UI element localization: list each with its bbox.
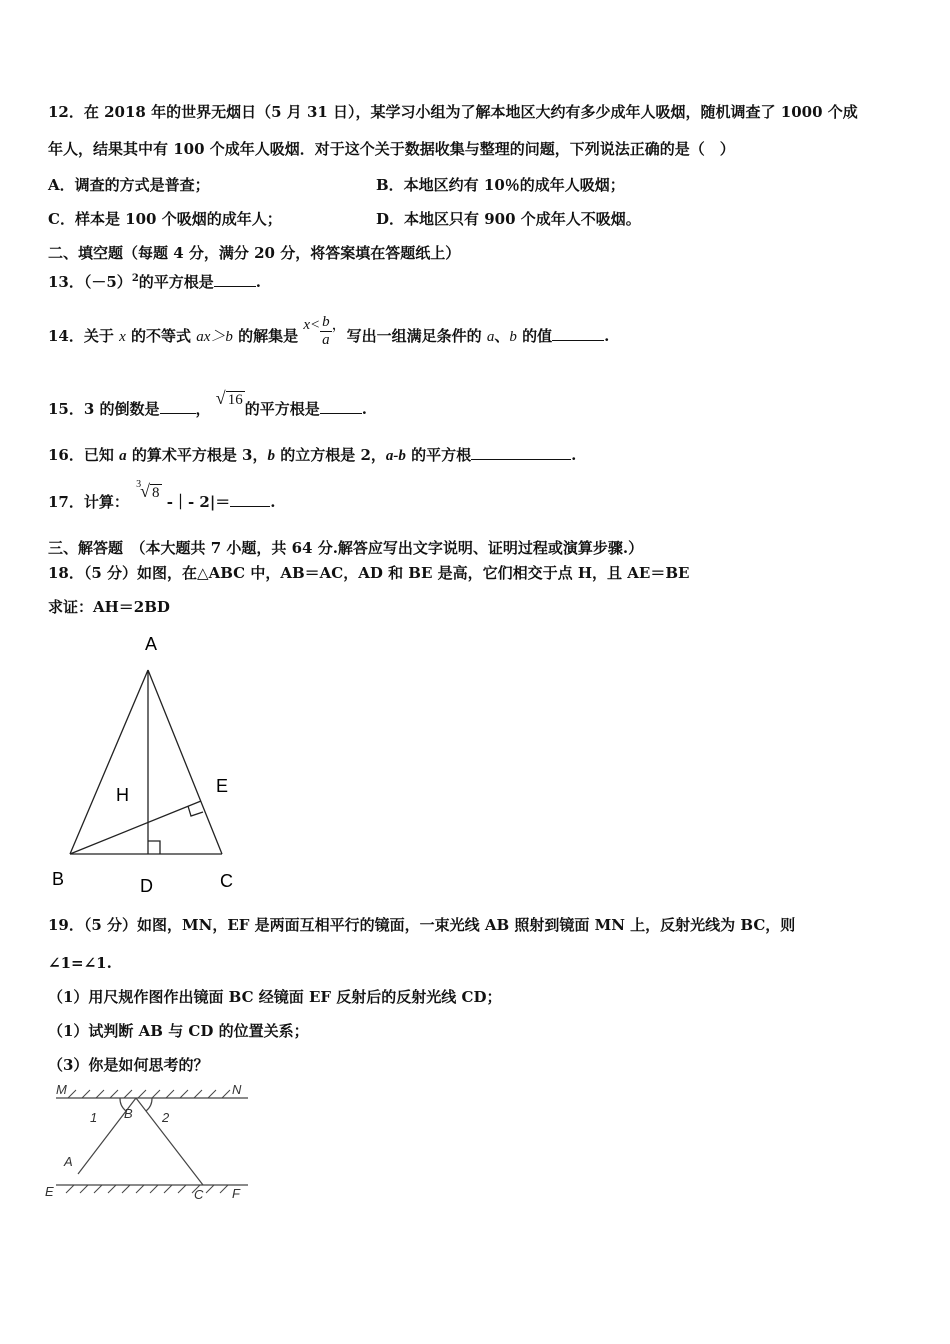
q12-option-b: B．本地区约有 10％的成年人吸烟； bbox=[376, 176, 625, 194]
q19-part1: （1）用尺规作图作出镜面 BC 经镜面 EF 反射后的反射光线 CD； bbox=[48, 988, 502, 1006]
label-angle-1: 1 bbox=[90, 1110, 98, 1125]
q12-line1: 12．在 2018 年的世界无烟日（5 月 31 日），某学习小组为了解本地区大约有多少成年人吸烟，随机调查了 1000 个成 bbox=[48, 103, 858, 121]
mirror-ef-hatching bbox=[66, 1185, 228, 1193]
q14-comma: ， bbox=[331, 315, 347, 333]
q14-solution-x: x< bbox=[303, 317, 321, 333]
label-n: N bbox=[232, 1082, 242, 1097]
q15-prefix: 15．3 的倒数是 bbox=[48, 400, 160, 418]
segment-ac bbox=[148, 670, 222, 854]
q14-text1: 的不等式 bbox=[125, 327, 197, 345]
label-a: A bbox=[145, 634, 158, 654]
label-d: D bbox=[140, 876, 153, 896]
label-e: E bbox=[45, 1184, 54, 1199]
q13-prefix: 13．（－5） bbox=[48, 273, 132, 291]
q18-line1: 18．（5 分）如图，在△ABC 中，AB＝AC，AD 和 BE 是高，它们相交于点 H，且 AE＝BE bbox=[48, 564, 690, 582]
q15-end: . bbox=[361, 400, 367, 418]
q14-fraction-numerator: b bbox=[322, 313, 330, 330]
q19-mirror-figure bbox=[40, 1078, 260, 1208]
q14-sep: 、 bbox=[494, 327, 510, 345]
q14-var-a: a bbox=[486, 329, 495, 345]
q14-end: . bbox=[604, 327, 610, 345]
q14-text3: 写出一组满足条件的 bbox=[346, 327, 487, 345]
q16-text2: 的立方根是 2， bbox=[275, 446, 386, 464]
label-b: B bbox=[124, 1106, 133, 1121]
radical-sign-icon: √ bbox=[215, 388, 226, 408]
q17-end: . bbox=[270, 493, 276, 511]
label-h: H bbox=[116, 785, 129, 805]
right-angle-d-icon bbox=[148, 841, 160, 854]
right-angle-e-icon bbox=[188, 806, 203, 816]
q15-comma: ， bbox=[195, 400, 211, 418]
segment-ab bbox=[70, 670, 148, 854]
q19-line1: 19．（5 分）如图，MN，EF 是两面互相平行的镜面，一束光线 AB 照射到镜面 MN 上，反射光线为 BC，则 bbox=[48, 916, 796, 934]
q12-line2: 年人，结果其中有 100 个成年人吸烟．对于这个关于数据收集与整理的问题，下列说法正确的是（ ） bbox=[48, 140, 735, 158]
mirror-mn-hatching bbox=[68, 1090, 230, 1098]
q16-prefix: 16．已知 bbox=[48, 446, 120, 464]
q17-radicand: 8 bbox=[152, 485, 160, 501]
label-m: M bbox=[56, 1082, 67, 1097]
radical-sign-icon: √ bbox=[140, 481, 150, 501]
q12-option-c: C．样本是 100 个吸烟的成年人； bbox=[48, 210, 282, 228]
label-angle-2: 2 bbox=[162, 1110, 170, 1125]
q16-text3: 的平方根 bbox=[405, 446, 472, 464]
section-2-heading: 二、填空题（每题 4 分，满分 20 分，将答案填在答题纸上） bbox=[48, 244, 461, 262]
q16-var-b: b bbox=[267, 448, 275, 464]
q14-var-b: b bbox=[509, 329, 517, 345]
q17-root-index: 3 bbox=[136, 479, 142, 490]
angle-2-arc bbox=[146, 1098, 152, 1111]
q19-part2: （1）试判断 AB 与 CD 的位置关系； bbox=[48, 1022, 309, 1040]
q12-option-a: A．调查的方式是普查； bbox=[48, 176, 210, 194]
q19-line2: ∠1=∠1. bbox=[48, 954, 112, 972]
q19-part3: （3）你是如何思考的？ bbox=[48, 1056, 209, 1074]
q17-prefix: 17．计算： bbox=[48, 493, 129, 511]
label-f: F bbox=[232, 1186, 240, 1201]
q18-line2: 求证：AH＝2BD bbox=[48, 598, 170, 616]
q16-end: . bbox=[571, 446, 577, 464]
q16-text1: 的算术平方根是 3， bbox=[126, 446, 268, 464]
q14-fraction-denominator: a bbox=[322, 331, 330, 348]
label-b: B bbox=[52, 869, 65, 889]
q15-text: 的平方根是 bbox=[244, 400, 320, 418]
q13-end: . bbox=[255, 273, 262, 291]
q14-inequality: ax＞b bbox=[196, 329, 233, 345]
q13-exponent: 2 bbox=[131, 273, 139, 284]
q14-text2: 的解集是 bbox=[232, 327, 299, 345]
q17-text: -｜- 2|＝ bbox=[161, 493, 231, 511]
q13-text: 的平方根是 bbox=[138, 273, 214, 291]
q15-radicand: 16 bbox=[227, 392, 243, 408]
q14-prefix: 14．关于 bbox=[48, 327, 120, 345]
label-e: E bbox=[216, 776, 229, 796]
q12-option-d: D．本地区只有 900 个成年人不吸烟。 bbox=[376, 210, 641, 228]
label-c: C bbox=[194, 1187, 204, 1202]
q14-text4: 的值 bbox=[516, 327, 553, 345]
section-3-heading: 三、解答题 （本大题共 7 小题，共 64 分.解答应写出文字说明、证明过程或演算步骤.） bbox=[48, 539, 644, 557]
q16-var-a: a bbox=[119, 448, 127, 464]
q14-var-x: x bbox=[119, 329, 126, 345]
label-a: A bbox=[64, 1154, 73, 1169]
q16-expr: a-b bbox=[385, 448, 406, 464]
label-c: C bbox=[220, 871, 233, 891]
